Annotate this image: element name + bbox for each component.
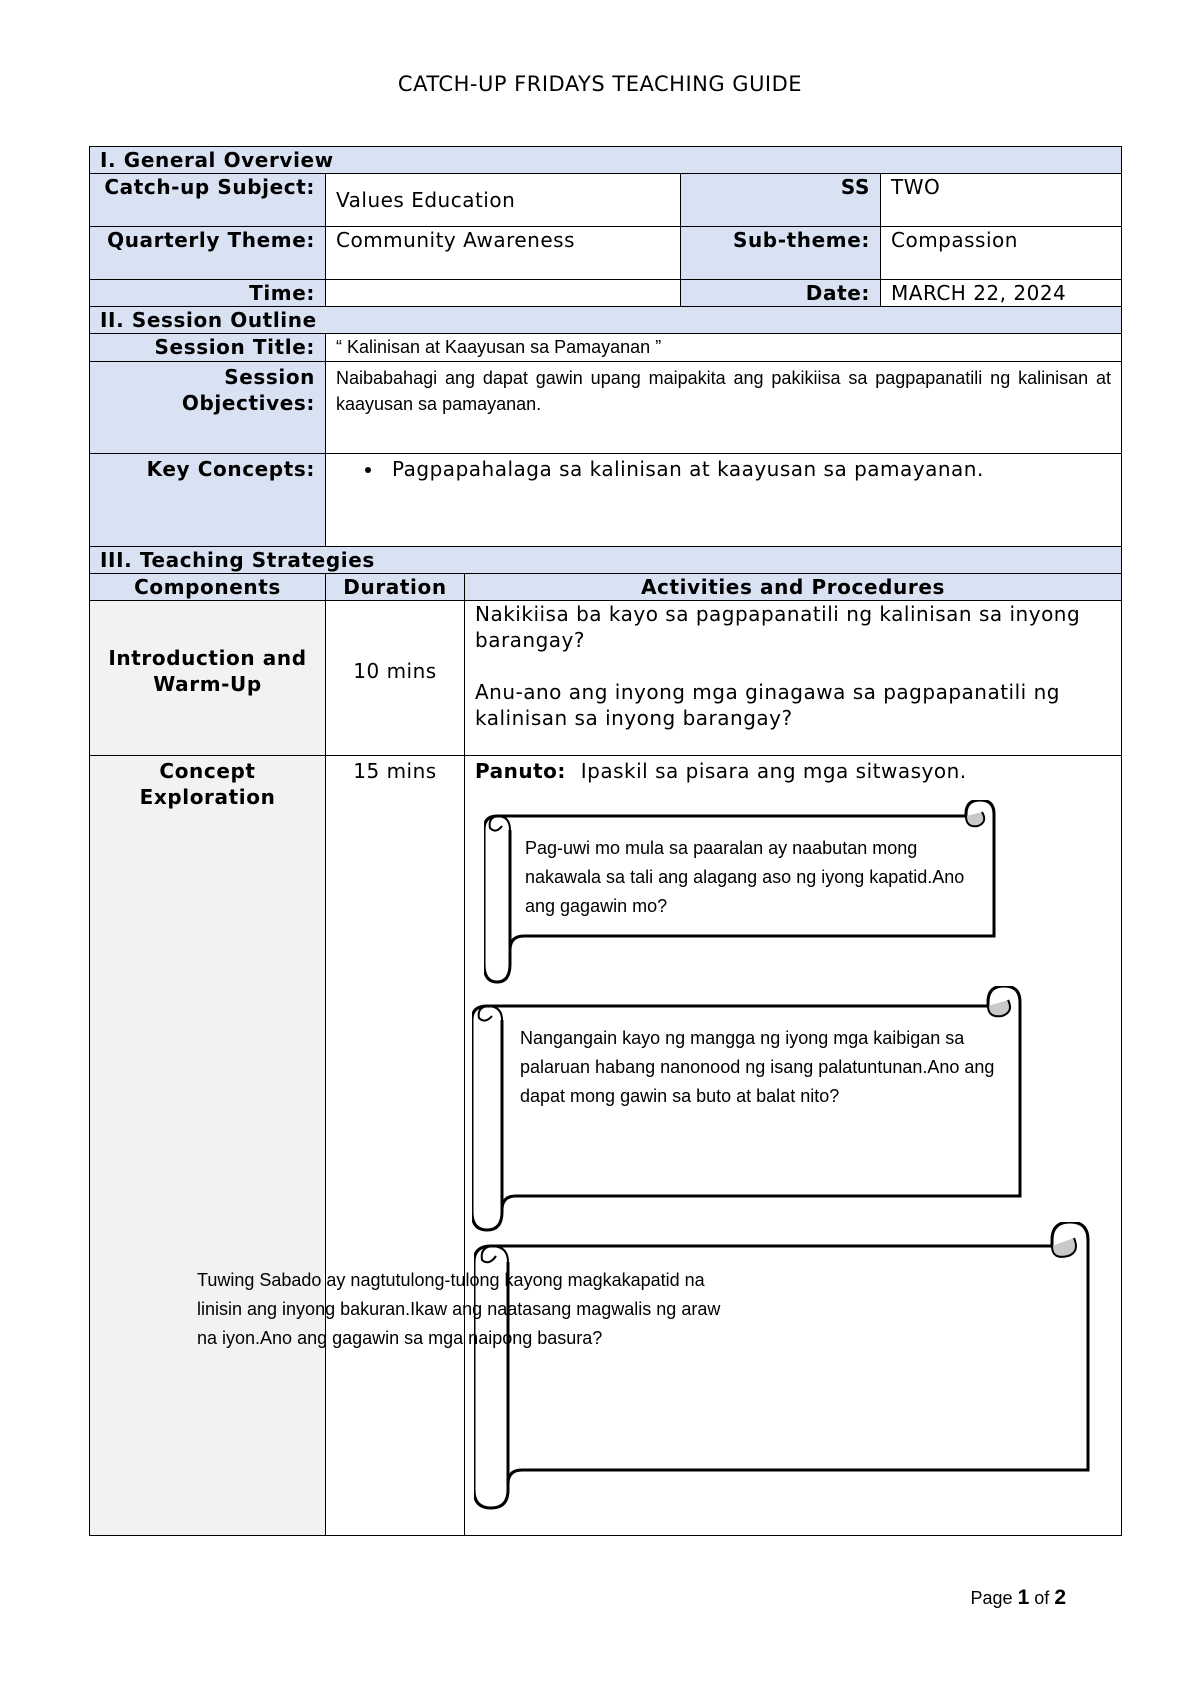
intro-component: Introduction and Warm-Up <box>90 601 326 756</box>
situation-2-text: Nangangain kayo ng mangga ng iyong mga kaibigan sa palaruan habang nanonood ng isang palatuntunan.Ano ang dapat mong gawin sa buto at balat nito? <box>520 1028 995 1106</box>
components-header: Components <box>90 574 326 601</box>
date-label: Date: <box>681 280 881 307</box>
objectives-row <box>90 362 1122 454</box>
ss-label: SS <box>681 174 881 227</box>
page-footer <box>971 1586 1066 1610</box>
teaching-strategies-heading: III. Teaching Strategies <box>90 547 1122 574</box>
session-outline-row <box>90 307 1122 334</box>
date-value: MARCH 22, 2024 <box>881 280 1122 307</box>
subject-label: Catch-up Subject: <box>90 174 326 227</box>
session-title-value: “ Kalinisan at Kaayusan sa Pamayanan ” <box>326 334 1122 362</box>
general-overview-heading: I. General Overview <box>90 147 1122 174</box>
activities-header: Activities and Procedures <box>465 574 1122 601</box>
concept-duration: 15 mins <box>326 756 465 1536</box>
intro-question-1: Nakikiisa ba kayo sa pagpapanatili ng kalinisan sa inyong barangay? <box>475 602 1081 652</box>
session-outline-heading: II. Session Outline <box>90 307 1122 334</box>
time-value <box>326 280 681 307</box>
session-title-row <box>90 334 1122 362</box>
theme-value: Community Awareness <box>326 227 681 280</box>
duration-header: Duration <box>326 574 465 601</box>
panuto-text: Ipaskil sa pisara ang mga sitwasyon. <box>580 759 967 783</box>
subject-value: Values Education <box>326 174 681 227</box>
situation-1-text: Pag-uwi mo mula sa paaralan ay naabutan mong nakawala sa tali ang alagang aso ng iyong kapatid.Ano ang gagawin mo? <box>525 838 965 916</box>
key-concepts-list <box>336 456 1111 482</box>
theme-label: Quarterly Theme: <box>90 227 326 280</box>
intro-row <box>90 601 1122 756</box>
intro-question-2: Anu-ano ang inyong mga ginagawa sa pagpapanatili ng kalinisan sa inyong barangay? <box>475 680 1060 730</box>
footer-page-word: Page <box>970 1588 1013 1608</box>
intro-duration: 10 mins <box>326 601 465 756</box>
subject-row <box>90 174 1122 227</box>
subtheme-label: Sub-theme: <box>681 227 881 280</box>
panuto-label: Panuto: <box>475 759 566 783</box>
objectives-label: Session Objectives: <box>90 362 326 454</box>
footer-page-total: 2 <box>1054 1586 1066 1609</box>
footer-page-number: 1 <box>1017 1586 1030 1609</box>
key-concepts-label: Key Concepts: <box>90 454 326 547</box>
objectives-value: Naibabahagi ang dapat gawin upang maipakita ang pakikiisa sa pagpapanatili ng kalinisan at kaayusan sa pamayanan. <box>326 362 1122 454</box>
footer-of-word: of <box>1034 1588 1050 1608</box>
time-label: Time: <box>90 280 326 307</box>
concept-component: Concept Exploration <box>90 756 326 1536</box>
situation-3-text: Tuwing Sabado ay nagtutulong-tulong kayong magkakapatid na linisin ang inyong bakuran.Ikaw ang naatasang magwalis ng araw na iyon.Ano ang gagawin sa mga naipong basura? <box>197 1270 721 1348</box>
strategies-header-row <box>90 574 1122 601</box>
subtheme-value: Compassion <box>881 227 1122 280</box>
key-concept-item: • Pagpapahalaga sa kalinisan at kaayusan sa pamayanan. <box>384 456 1111 482</box>
teaching-strategies-row <box>90 547 1122 574</box>
ss-value: TWO <box>881 174 1122 227</box>
key-concepts-row <box>90 454 1122 547</box>
session-title-label: Session Title: <box>90 334 326 362</box>
document-title: CATCH-UP FRIDAYS TEACHING GUIDE <box>397 72 803 96</box>
general-overview-row <box>90 147 1122 174</box>
theme-row <box>90 227 1122 280</box>
time-row <box>90 280 1122 307</box>
